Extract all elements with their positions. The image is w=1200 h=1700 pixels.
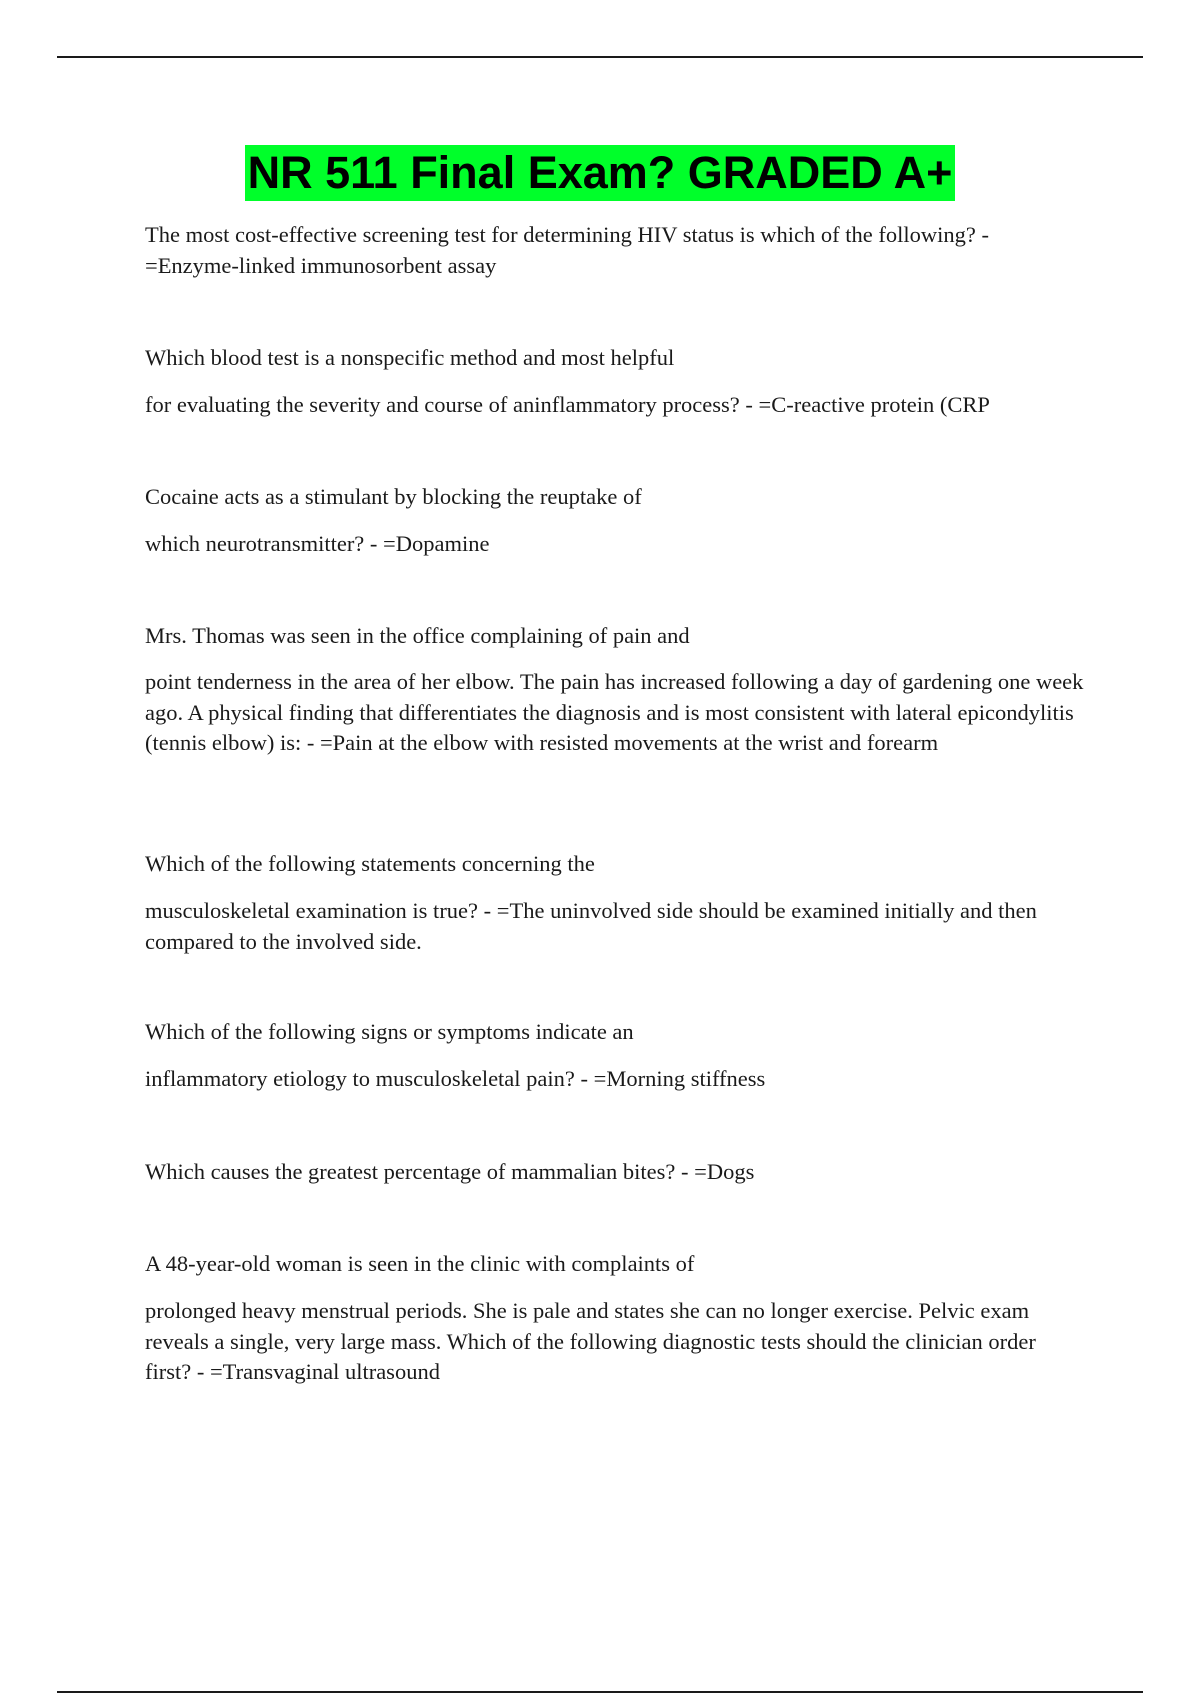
title-container (0, 145, 1200, 201)
page-title: NR 511 Final Exam? GRADED A+ (245, 145, 956, 201)
paragraph-cocaine-answer: which neurotransmitter? - =Dopamine (145, 531, 490, 556)
paragraph-msk-exam-answer: musculoskeletal examination is true? - =The uninvolved side should be examined initially and then compared to the involved side. (145, 898, 1037, 954)
paragraph-blood-test-question: Which blood test is a nonspecific method and most helpful (145, 345, 675, 370)
paragraph-elbow-question: Mrs. Thomas was seen in the office complaining of pain and (145, 623, 690, 648)
paragraph-cocaine-question: Cocaine acts as a stimulant by blocking the reuptake of (145, 484, 642, 509)
paragraph-elbow-answer: point tenderness in the area of her elbow. The pain has increased following a day of gardening one week ago. A physical finding that differentiates the diagnosis and is most consistent with lateral epicondylitis (tennis elbow) is: - =Pain at the elbow with resisted movements at the wrist and forearm (145, 669, 1084, 755)
paragraph-inflammatory-answer: inflammatory etiology to musculoskeletal pain? - =Morning stiffness (145, 1066, 766, 1091)
paragraph-mammalian-bites: Which causes the greatest percentage of mammalian bites? - =Dogs (145, 1159, 755, 1184)
paragraph-msk-exam-question: Which of the following statements concerning the (145, 851, 595, 876)
header-rule (57, 56, 1143, 58)
paragraph-inflammatory-question: Which of the following signs or symptoms indicate an (145, 1019, 634, 1044)
paragraph-menstrual-answer: prolonged heavy menstrual periods. She is pale and states she can no longer exercise. Pelvic exam reveals a single, very large mass. Which of the following diagnostic tests should the clinician order first? - =Transvaginal ultrasound (145, 1298, 1036, 1384)
paragraph-blood-test-answer: for evaluating the severity and course of aninflammatory process? - =C-reactive protein (CRP (145, 392, 990, 417)
paragraph-hiv-screening: The most cost-effective screening test for determining HIV status is which of the following? - =Enzyme-linked immunosorbent assay (145, 222, 989, 278)
paragraph-menstrual-question: A 48-year-old woman is seen in the clinic with complaints of (145, 1251, 695, 1276)
footer-rule (57, 1691, 1143, 1693)
